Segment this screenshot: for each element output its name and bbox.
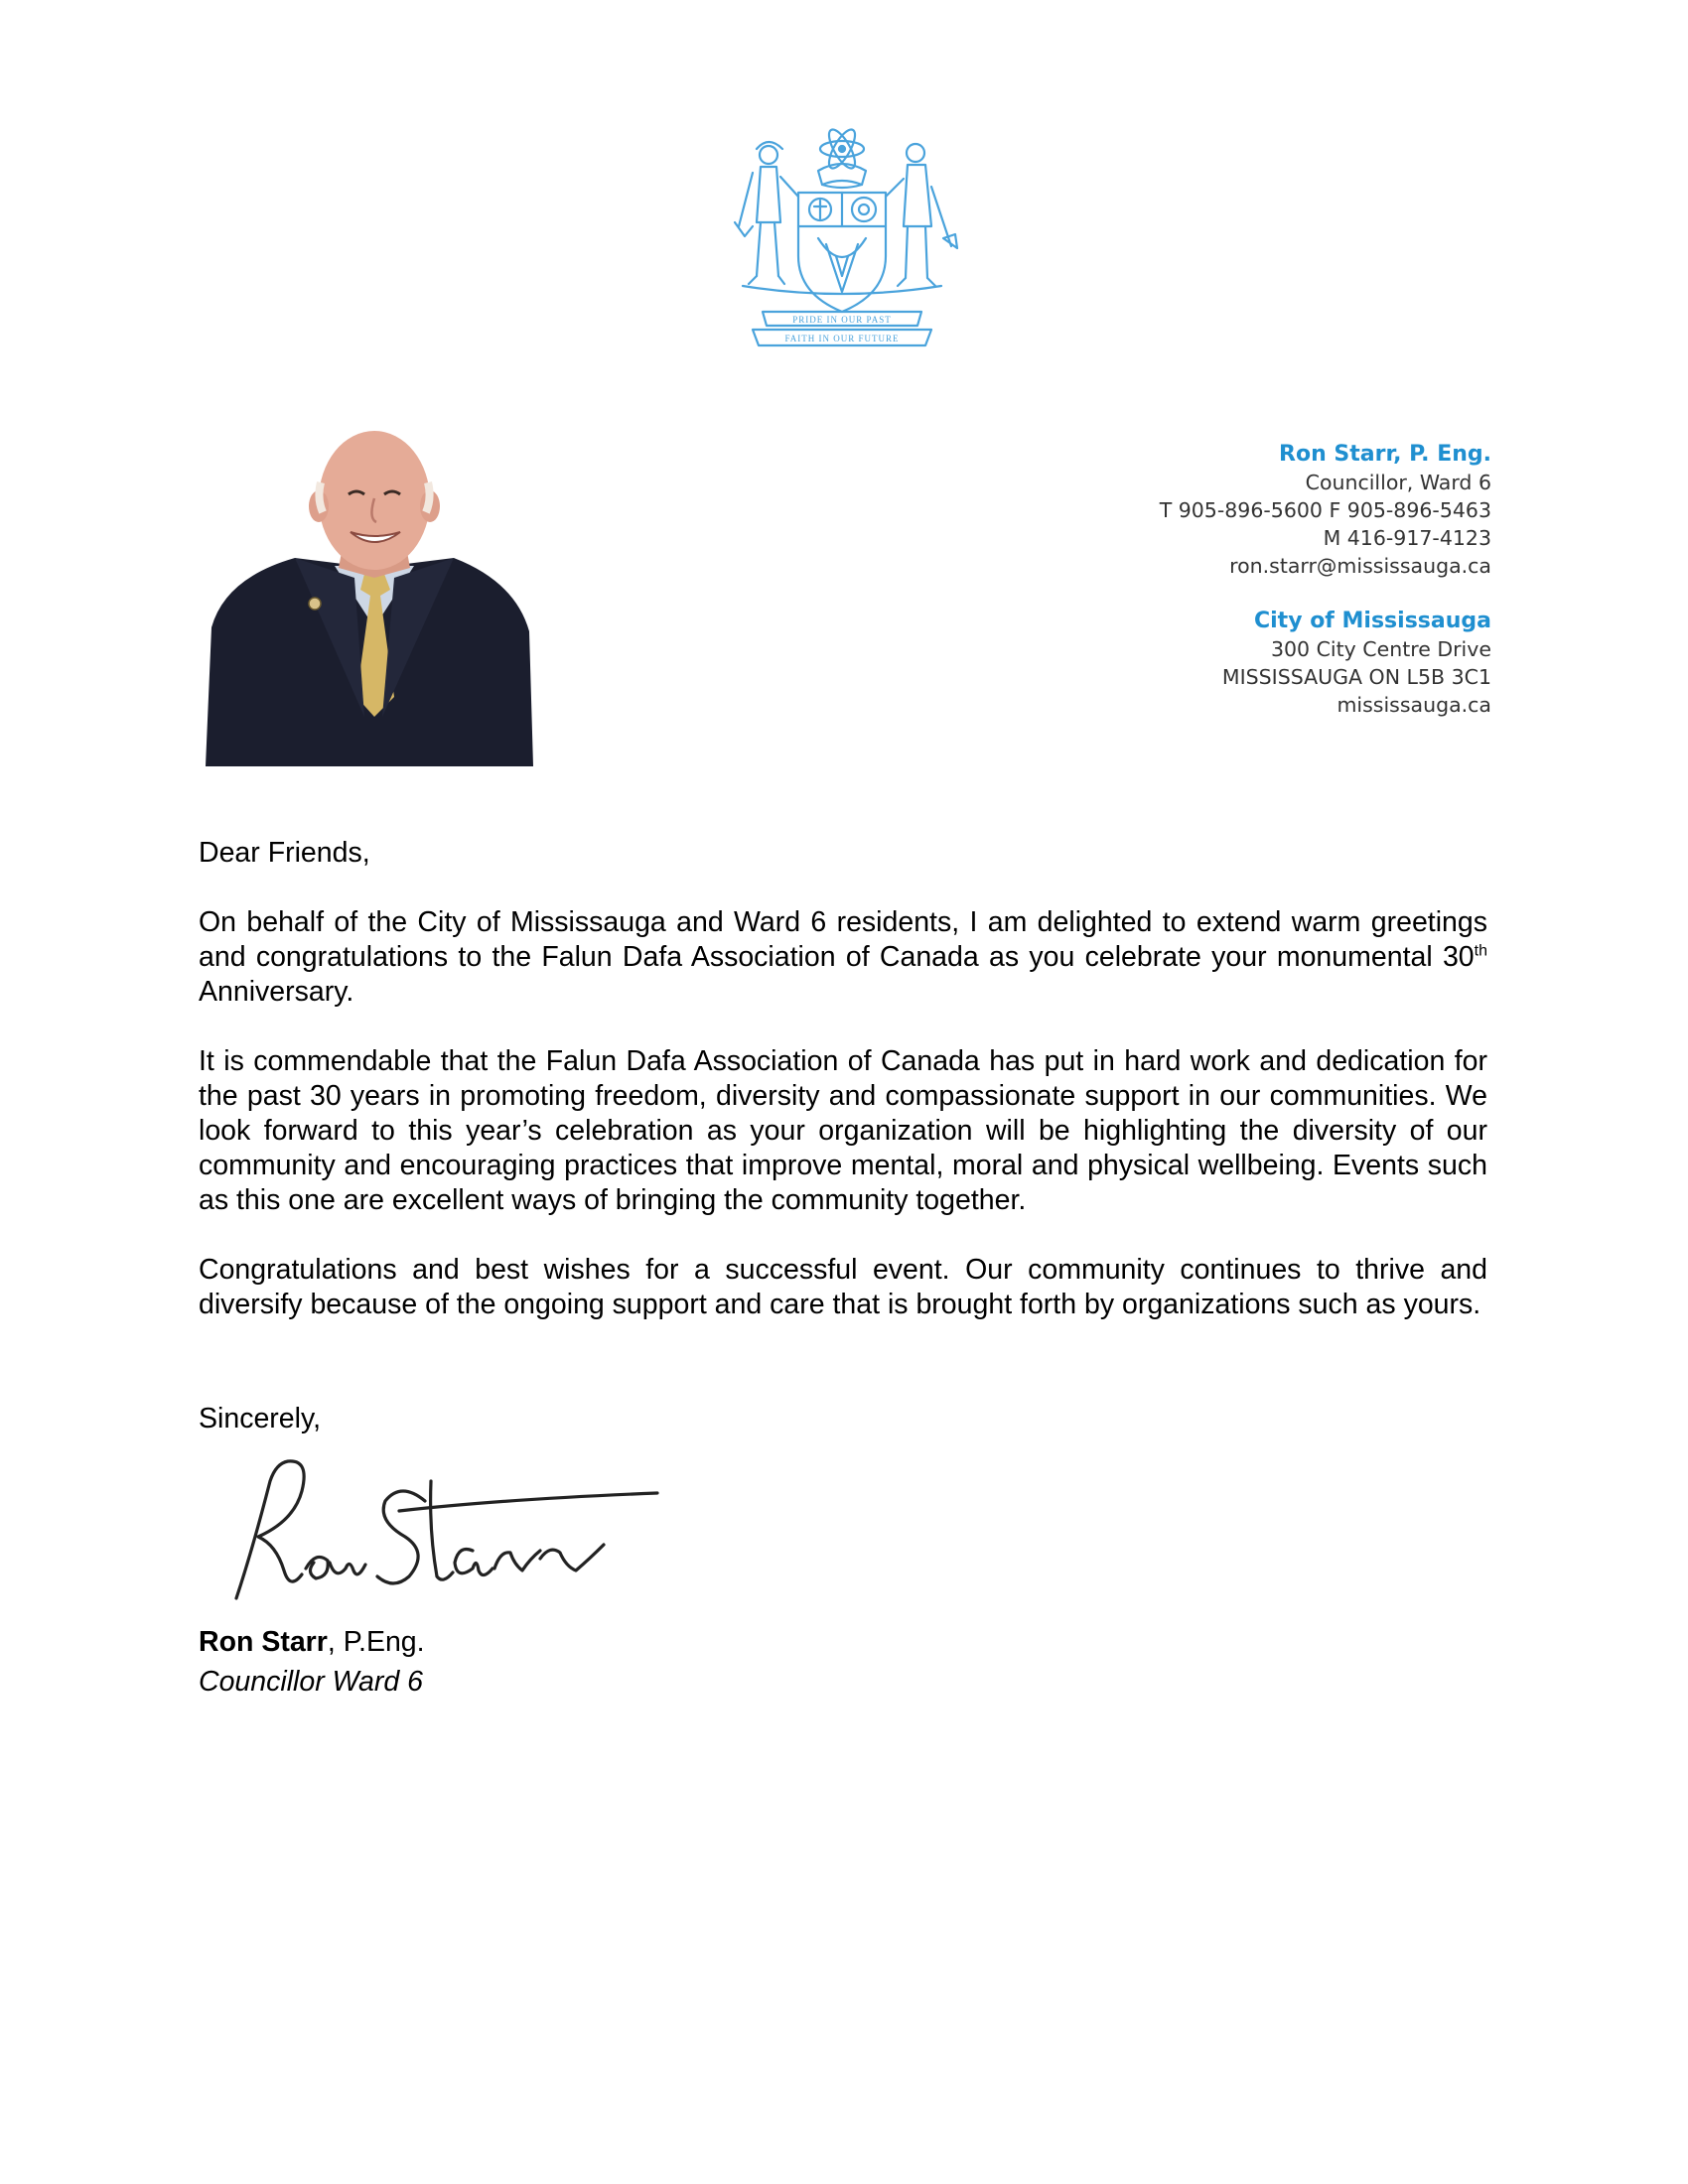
signer-credential: , P.Eng. <box>327 1626 425 1658</box>
contact-title: Councillor, Ward 6 <box>1305 471 1491 494</box>
councillor-portrait-photo <box>206 419 533 766</box>
paragraph-2: It is commendable that the Falun Dafa Association of Canada has put in hard work and dedication for the past 30 years in promoting freedom, diversity and compassionate support in our communities. We look forward to this year’s celebration as your organization will be highlighting the diversity of our community and encouraging practices that improve mental, moral and physical wellbeing. Events such as this one are excellent ways of bringing the community together. <box>199 1045 1487 1216</box>
salutation: Dear Friends, <box>199 837 370 869</box>
ordinal-suffix: th <box>1474 942 1487 960</box>
contact-mobile: M 416-917-4123 <box>1323 526 1491 550</box>
handwritten-signature <box>207 1441 663 1615</box>
contact-block <box>1160 441 1491 719</box>
city-crest-logo <box>723 127 961 349</box>
contact-address-line-1: 300 City Centre Drive <box>1270 637 1491 661</box>
contact-address-line-2: MISSISSAUGA ON L5B 3C1 <box>1221 665 1491 689</box>
paragraph-3: Congratulations and best wishes for a successful event. Our community continues to thrive and diversify because of the ongoing support and care that is brought forth by organizations such as yours. <box>199 1254 1487 1320</box>
svg-text:PRIDE IN OUR PAST: PRIDE IN OUR PAST <box>792 315 892 325</box>
signer-name: Ron Starr <box>199 1626 328 1658</box>
contact-organization: City of Mississauga <box>1253 609 1491 633</box>
svg-text:FAITH IN OUR FUTURE: FAITH IN OUR FUTURE <box>784 334 900 343</box>
paragraph-1-end: Anniversary. <box>199 976 354 1008</box>
contact-website[interactable]: mississauga.ca <box>1336 693 1491 717</box>
signer-role: Councillor Ward 6 <box>199 1666 423 1698</box>
contact-phone-fax: T 905-896-5600 F 905-896-5463 <box>1159 498 1491 522</box>
paragraph-1-text: On behalf of the City of Mississauga and Ward 6 residents, I am delighted to extend warm greetings and congratulations to the Falun Dafa Association of Canada as you celebrate your monumental 30 <box>199 906 1487 973</box>
paragraph-1 <box>199 905 1487 1010</box>
contact-name: Ron Starr, P. Eng. <box>1279 442 1491 467</box>
signer-block <box>199 1622 425 1702</box>
closing: Sincerely, <box>199 1403 322 1434</box>
contact-email[interactable]: ron.starr@mississauga.ca <box>1229 554 1491 578</box>
